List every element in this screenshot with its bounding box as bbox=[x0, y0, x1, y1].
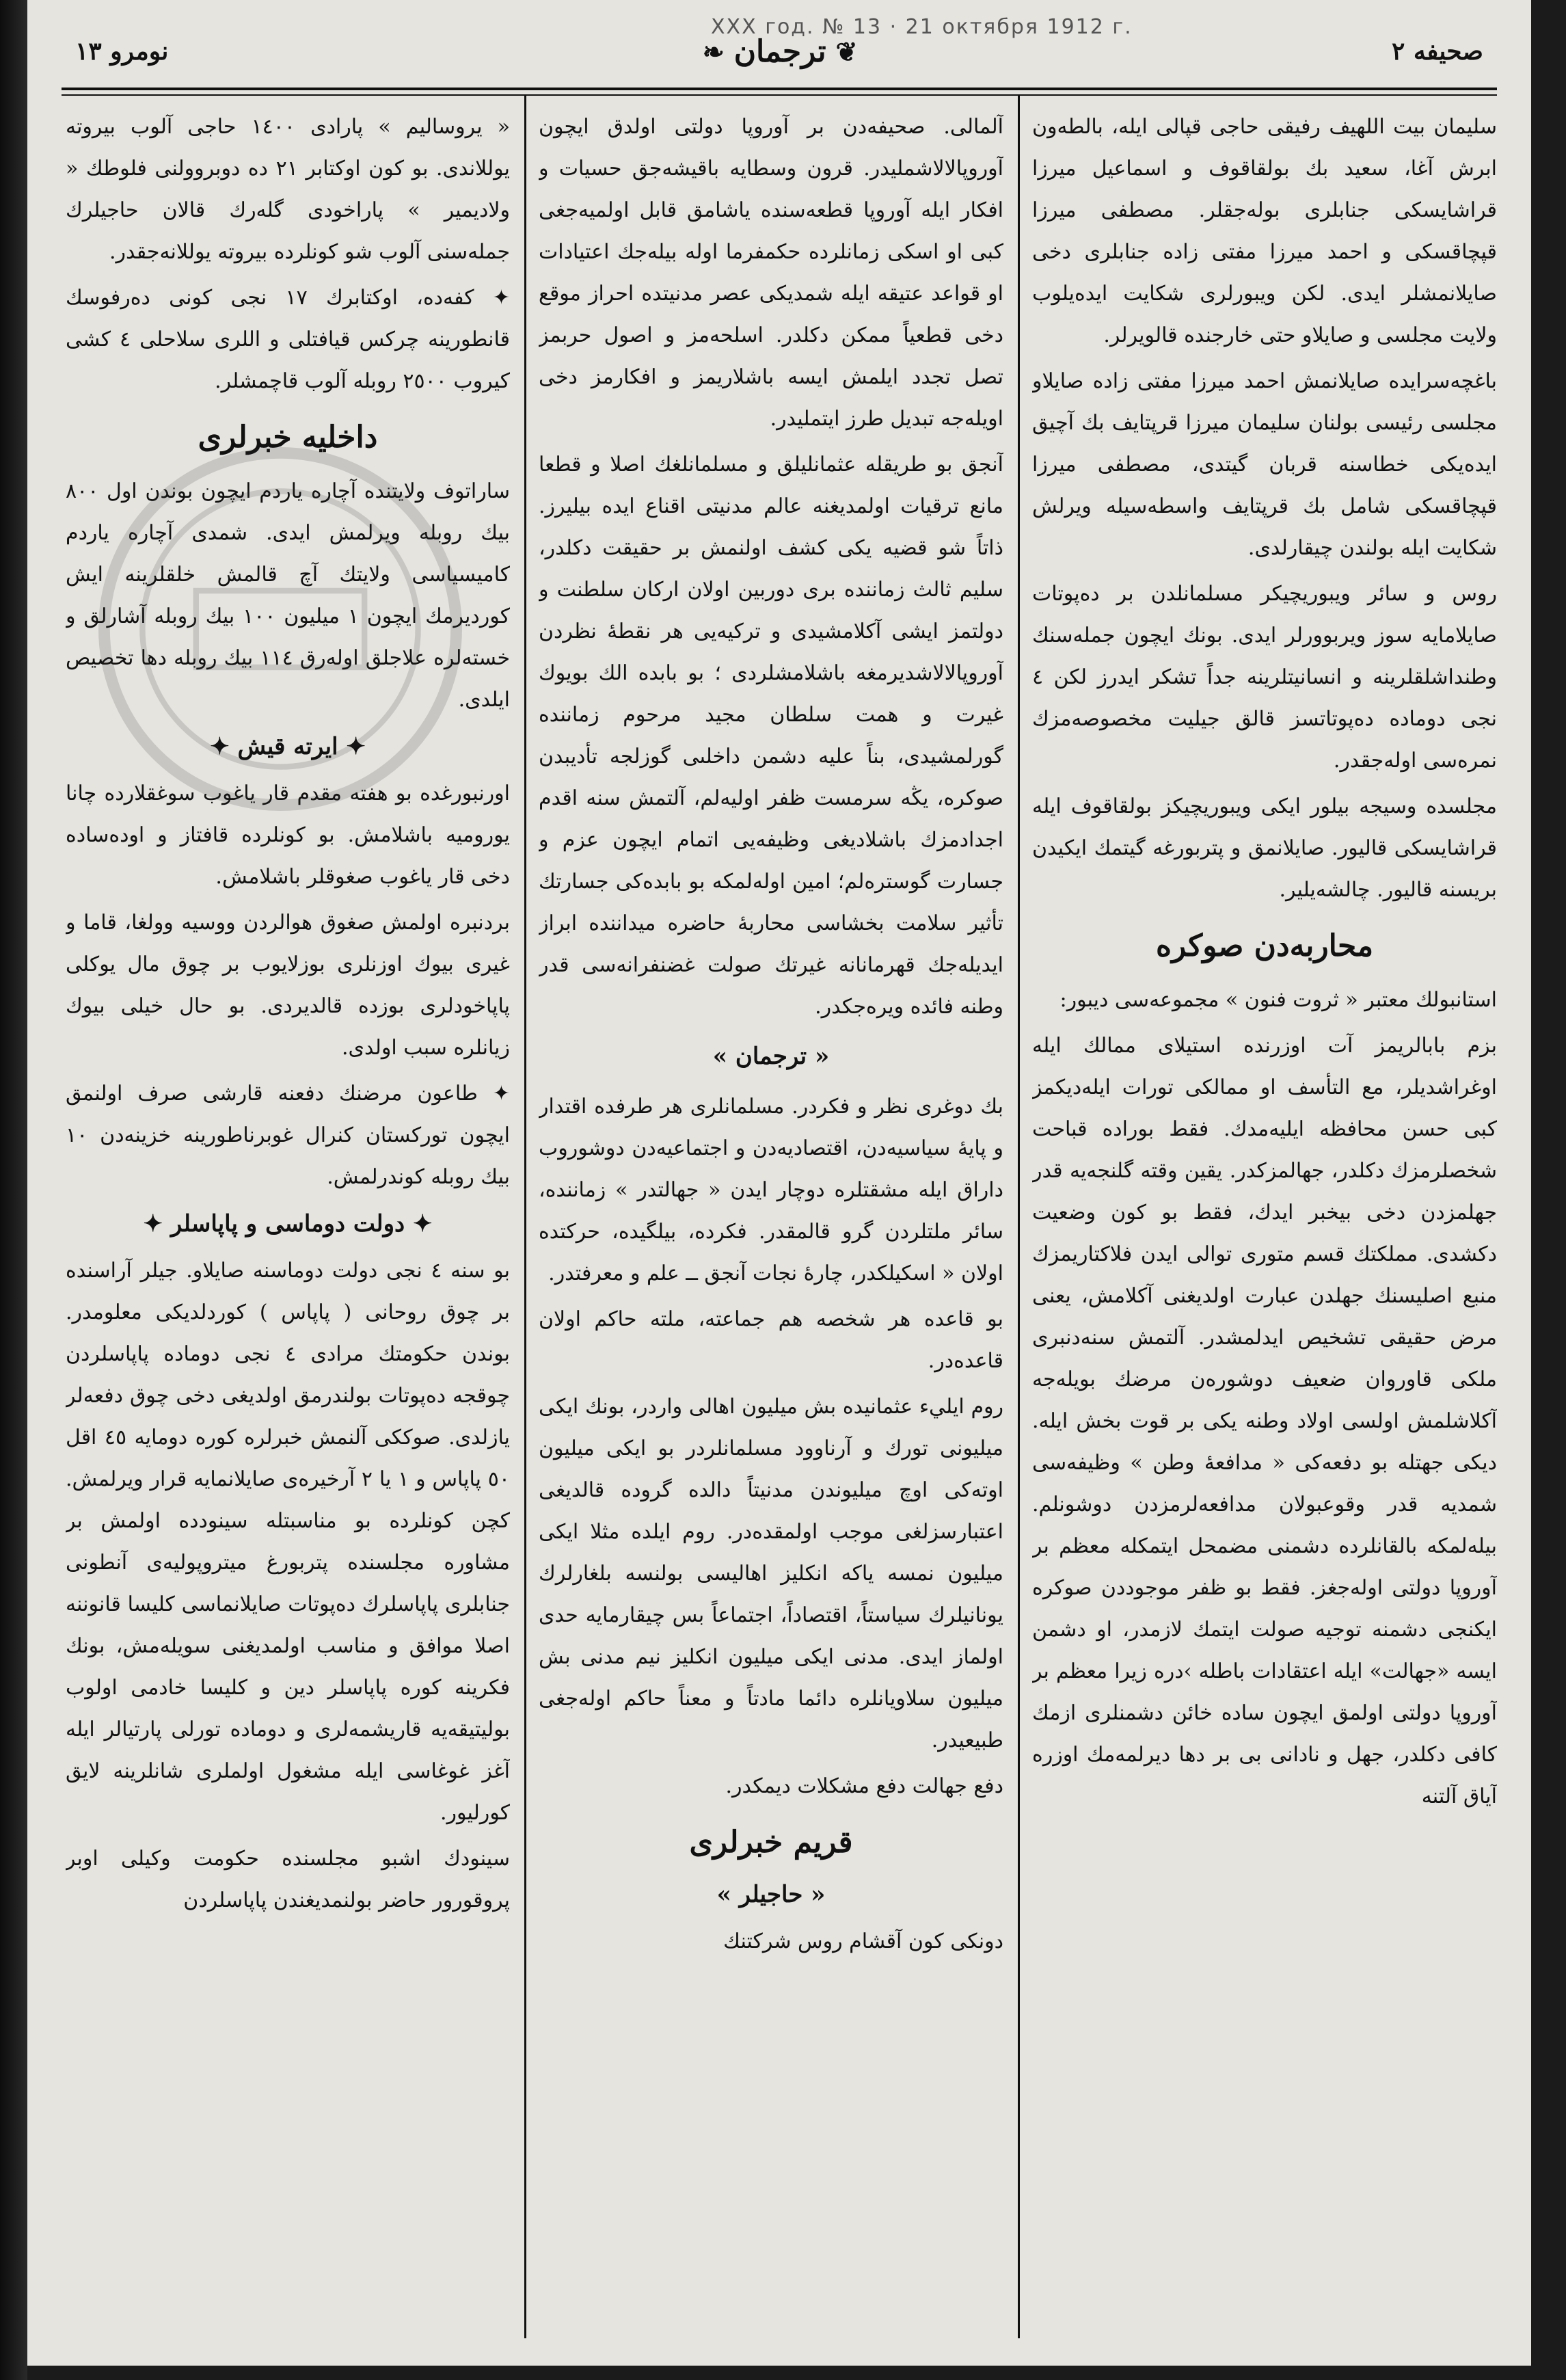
article-paragraph: بزم بابالريمز آت اوزرندە استيلاى ممالك ايلە اوغراشديلر، مع التأسف او ممالكى تورات ايلەديكمز كبى حسن محافظە ايليەمدك. فقط بوراده قباحت شخصلرمزك دكلدر، جهالمزكدر. يقين وقتە گلنجەيە قدر جهلمزدن دخى بيخبر ايدك، فقط بو كون وضعيت دكشدى. مملكتك قسم متورى توالى ايدن فلاكتاريمزك منبع اصليسنك جهلدن عبارت اولديغنى آكلامش، يعنى مرض حقيقى تشخيص ايدلمشدر. آلتمش سنەدنبرى ملكى قاوروان ضعيف دوشورەن مرضك بويلەجە آكلاشلمش اولسى اولاد وطنە يكى بر قوت بخش ايلە. ديكى جهتلە بو دفعەكى « مدافعۀ وطن » وظيفەسى شمديە قدر وقوعبولان مدافعەلرمزدن دوشونلم. بيلەلمكە بالقانلردە دشمنى مضمحل ايتمكلە معظم بر آوروپا دولتى اولەجغز. فقط بو ظفر موجوددن صوكره ايكنجى دشمنە توجيە صولت ايتمك لازمدر، او دشمن ايسە «جهالت» ايلە اعتقادات باطلە ›درە زيرا معظم بر آوروپا دولتى اولمق ايچون سادە خائن دشمنلرى ازمك كافى دكلدر، جهل و نادانى بى بر دها ديرلمەمك اوزرە آياق آلتنە bbox=[1032, 1034, 1497, 1808]
dateline: XXX год. № 13 · 21 октября 1912 г. bbox=[711, 15, 1133, 39]
article-paragraph: آنجق بو طريقلە عثمانليلق و مسلمانلغك اصلا و قطعا مانع ترقيات اولمديغنە عالم مدنيتى اقناع ايدە بيليرز. ذاتاً شو قضيە يكى كشف اولنمش بر حقيقت دكلدر، سليم ثالث زماننده برى دوربين اولان اركان سلطنت و دولتمز ايشى آكلامشيدى و تركيەيى هر نقطۀ نظردن آوروپالالاشديرمغە باشلامشلردى ؛ بو بابدە الك بويوك غيرت و همت سلطان مجيد مرحوم زماننده گورلمشيدى، بناً عليە دشمن داخلىى گوزلجە تأديبدن صوكره، يڭە سرمست ظفر اوليەلم، آلتمش سنە اقدم اجدادمزك باشلاديغى وظيفەيى اتمام ايچون عزم و جسارت گوسترەلم؛ امين اولەلمكە بو بابدەكى جسارتك تأثير سلامت بخشاسى محاربۀ حاضره ميداننده ابراز ايديلەجك قهرمانانە غيرتك صولت غضنفرانەسى قدر وطنە فائدە ويرەجكدر. bbox=[539, 453, 1003, 1019]
column-right bbox=[1032, 106, 1497, 2338]
article-paragraph: روم ايليء عثمانيدە بش ميليون اهالى واردر، بونك ايكى ميليونى تورك و آرناوود مسلمانلردر بو ايكى ميليون اوتەكى اوچ ميليوندن مدنيتاً دالدە گروده قالديغى اعتبارسزلغى موجب اولمقدەدر. روم ايلدە مثلا ايكى ميليون نمسە ياكە انكليز اهاليسى بولنسە بلغارلرك يونانيلرك سياستاً، اقتصاداً، اجتماعاً بس چيقارمايە حدى اولماز ايدى. مدنى ايكى ميليون انكليز نيم مدنى بش ميليون سلاويانلرە دائما مادتاً و معناً حاكم اولەجغى طبيعيدر. bbox=[539, 1395, 1003, 1752]
article-paragraph: سليمان بيت اللهيف رفيقى حاجى قپالى ايله، بالطەون ابرش آغا، سعيد بك بولقاقوف و اسماعيل ميرزا قراشايسكى جنابلرى بولەجقلر. مصطفى ميرزا قپچاقسكى و احمد ميرزا مفتى زاده جنابلرى دخى صايلانمشلر ايدى. لكن ويبورلرى شكايت ايدەيلوب ولايت مجلسى و صايلاو حتى خارجندە قالويرلر. bbox=[1032, 115, 1497, 347]
section-heading: داخليە خبرلرى bbox=[198, 420, 378, 455]
article-paragraph: دفع جهالت دفع مشكلات ديمكدر. bbox=[725, 1774, 1003, 1798]
article-paragraph: استانبولك معتبر « ثروت فنون » مجموعەسى ديبور: bbox=[1059, 988, 1497, 1012]
newspaper-page bbox=[27, 0, 1531, 2366]
issue-label: نومرو ١٣ bbox=[75, 37, 169, 66]
sub-heading: « حاجيلر » bbox=[716, 1881, 826, 1908]
sub-heading: ✦ ايرتە قيش ✦ bbox=[210, 733, 366, 760]
paper-edge bbox=[0, 0, 27, 2380]
article-paragraph: بك دوغرى نظر و فكردر. مسلمانلرى هر طرفدە اقتدار و پايۀ سياسيەدن، اقتصاديەدن و اجتماعيەدن دوشوروب داراق ايلە مشقتلرە دوچار ايدن « جهالتدر » زماننده، سائر ملتلردن گرو قالمقدر. فكردە، بيلگيدە، حرکتدە اولان « اسكيلكدر، چارۀ نجات آنجق ــ علم و معرفتدر. bbox=[539, 1095, 1003, 1285]
sub-heading: ✦ دولت دوماسى و پاپاسلر ✦ bbox=[143, 1210, 433, 1238]
article-paragraph: بو قاعدە هر شخصە هم جماعتە، ملتە حاكم اولان قاعدەدر. bbox=[539, 1307, 1003, 1373]
page-label: صحيفه ۲ bbox=[1391, 37, 1483, 66]
column-divider bbox=[1018, 96, 1020, 2338]
ornament-icon: ❧ bbox=[702, 36, 725, 67]
article-paragraph: مجلسدە وسيجە بيلور ايكى ويبوريچيكز بولقاقوف ايلە قراشايسكى قاليور. صايلانمق و پتربورغە گيتمك ايكيدن بريسنە قاليور. چالشەيلير. bbox=[1032, 794, 1497, 902]
article-paragraph: باغچەسرايدە صايلانمش احمد ميرزا مفتى زاده صايلاو مجلسى رئيسى بولنان سليمان ميرزا قرپتايف بك آچيق ايدەيكى خطاسنە قربان گيتدى، مصطفى ميرزا قپچاقسكى شامل بك قرپتايف واسطەسيلە ويرلش شكايت ايلە بولندن چيقارلدى. bbox=[1032, 369, 1497, 560]
article-paragraph: ✦ طاعون مرضنك دفعنە قارشى صرف اولنمق ايچون توركستان كنرال غوبرناطورينە خزينەدن ١٠ بيك روبلە كوندرلمش. bbox=[66, 1082, 510, 1189]
article-paragraph: ✦ كفەدە، اوكتابرك ١٧ نجى كونى دەرفوسك قانطورينە چرکس قيافتلى و اللرى سلاحلى ٤ كشى كيروب ٢٥٠٠ روبلە آلوب قاچمشلر. bbox=[66, 286, 510, 393]
article-paragraph: « يروساليم » پارادى ١٤٠٠ حاجى آلوب بيروتە يوللاندى. بو كون اوكتابر ٢١ دە دوبروولنى فلوطك « ولاديمير » پاراخودى گلەرك قالان حاجيلرك جملەسنى آلوب شو كونلردە بيروتە يوللانەجقدر. bbox=[66, 115, 510, 264]
column-left bbox=[66, 106, 510, 2338]
article-paragraph: ساراتوف ولايتندە آچارە ياردم ايچون بوندن اول ٨٠٠ بيك روبلە ويرلمش ايدى. شمدى آچارە ياردم كاميسياسى ولايتك آچ قالمش خلقلرينە ايش كورديرمك ايچون ١ ميليون ١٠٠ بيك روبلە آشارلق و خستەلرە علاجلق اولەرق ١١٤ بيك روبلە دها تخصيص ايلدى. bbox=[66, 479, 510, 712]
masthead-rule bbox=[62, 88, 1497, 96]
section-heading: قريم خبرلرى bbox=[689, 1825, 853, 1860]
article-paragraph: اورنبورغدە بو هفتە مقدم قار ياغوب سوغقلاردە چانا يوروميە باشلامش. بو كونلردە قافتاز و اودەسادە دخى قار ياغوب صغوقلر باشلامش. bbox=[66, 781, 510, 889]
column-middle bbox=[539, 106, 1003, 2338]
article-paragraph: دونكى كون آقشام روس شركتنك bbox=[723, 1929, 1003, 1953]
article-paragraph: بو سنە ٤ نجى دولت دوماسنە صايلاو. جيلر آراسندە بر چوق روحانى ( پاپاس ) كوردلديكى معلومدر. بوندن حکومتك مرادى ٤ نجى دومادە پاپاسلردن چوقجە دەپوتات بولندرمق اولديغى دخى چوق دفعەلر يازلدى. صوككى آلنمش خبرلرە كورە دومايە ٤٥ اقل ٥٠ پاپاس و ١ يا ٢ آرخيرەى صايلانمايە قرار ويرلمش. كچن كونلردە بو مناسبتلە سينوددە اولمش بر مشاورە مجلسندە پتربورغ ميتروپوليەى آنطونى جنابلرى پاپاسلرك دەپوتات صايلانماسى كليسا قانوننە اصلا موافق و مناسب اولمديغنى سويلەمش، بونك فكرينە كورە پاپاسلر دين و كليسا خادمى اولوب بوليتيقەيە قاريشمەلرى و دومادە تورلى پارتيالر ايلە آغز غوغاسى ايلە مشغول اولملرى شانلرينە لايق كورليور. bbox=[66, 1259, 510, 1825]
article-paragraph: آلمالى. صحيفەدن بر آوروپا دولتى اولدق ايچون آوروپالالاشمليدر. قرون وسطايە باقيشەجق حسيات و افكار ايلە آوروپا قطعەسندە ياشامق قابل اولميەجغى كبى او اسكى زمانلردە حكمفرما اولە بيلەجك اعتيادات او قواعد عتيقە ايلە شمديكى عصر مدنيتدە احراز موقع دخى قطعياً ممكن دكلدر. اسلحەمز و اصول حربمز تصل تجدد ايلمش ايسە باشلاريمز و افكارمز دخى اويلەجە تبديل طرز ايتمليدر. bbox=[539, 115, 1003, 431]
ornament-icon: ❦ bbox=[835, 36, 858, 67]
article-paragraph: روس و سائر ويبوريچيكر مسلمانلدن بر دەپوتات صايلامايە سوز ويربوورلر ايدى. بونك ايچون جملەسنك وطنداشلقلرينە و انسانيتلرينە جداً تشكر ايدرز لكن ٤ نجى دومادە دەپوتاتسز قالق جيليت مخصوصەمزك نمرەسى اولەجقدر. bbox=[1032, 582, 1497, 773]
signature-line: « ترجمان » bbox=[712, 1043, 830, 1070]
section-heading: محاربەدن صوكره bbox=[1155, 928, 1374, 963]
masthead-title: ترجمان bbox=[733, 34, 826, 69]
article-paragraph: بردنبرە اولمش صغوق هوالردن ووسيە وولغا، قاما و غيرى بيوك اوزنلرى بوزلايوب بر چوق مال يوكلى پاپاخودلرى بوزده قالديردى. بو حال خيلى بيوك زيانلرە سبب اولدى. bbox=[66, 911, 510, 1060]
article-paragraph: سينودك اشبو مجلسندە حکومت وكيلى اوبر پروقورور حاضر بولنمديغندن پاپاسلردن bbox=[66, 1847, 510, 1912]
column-divider bbox=[524, 96, 526, 2338]
